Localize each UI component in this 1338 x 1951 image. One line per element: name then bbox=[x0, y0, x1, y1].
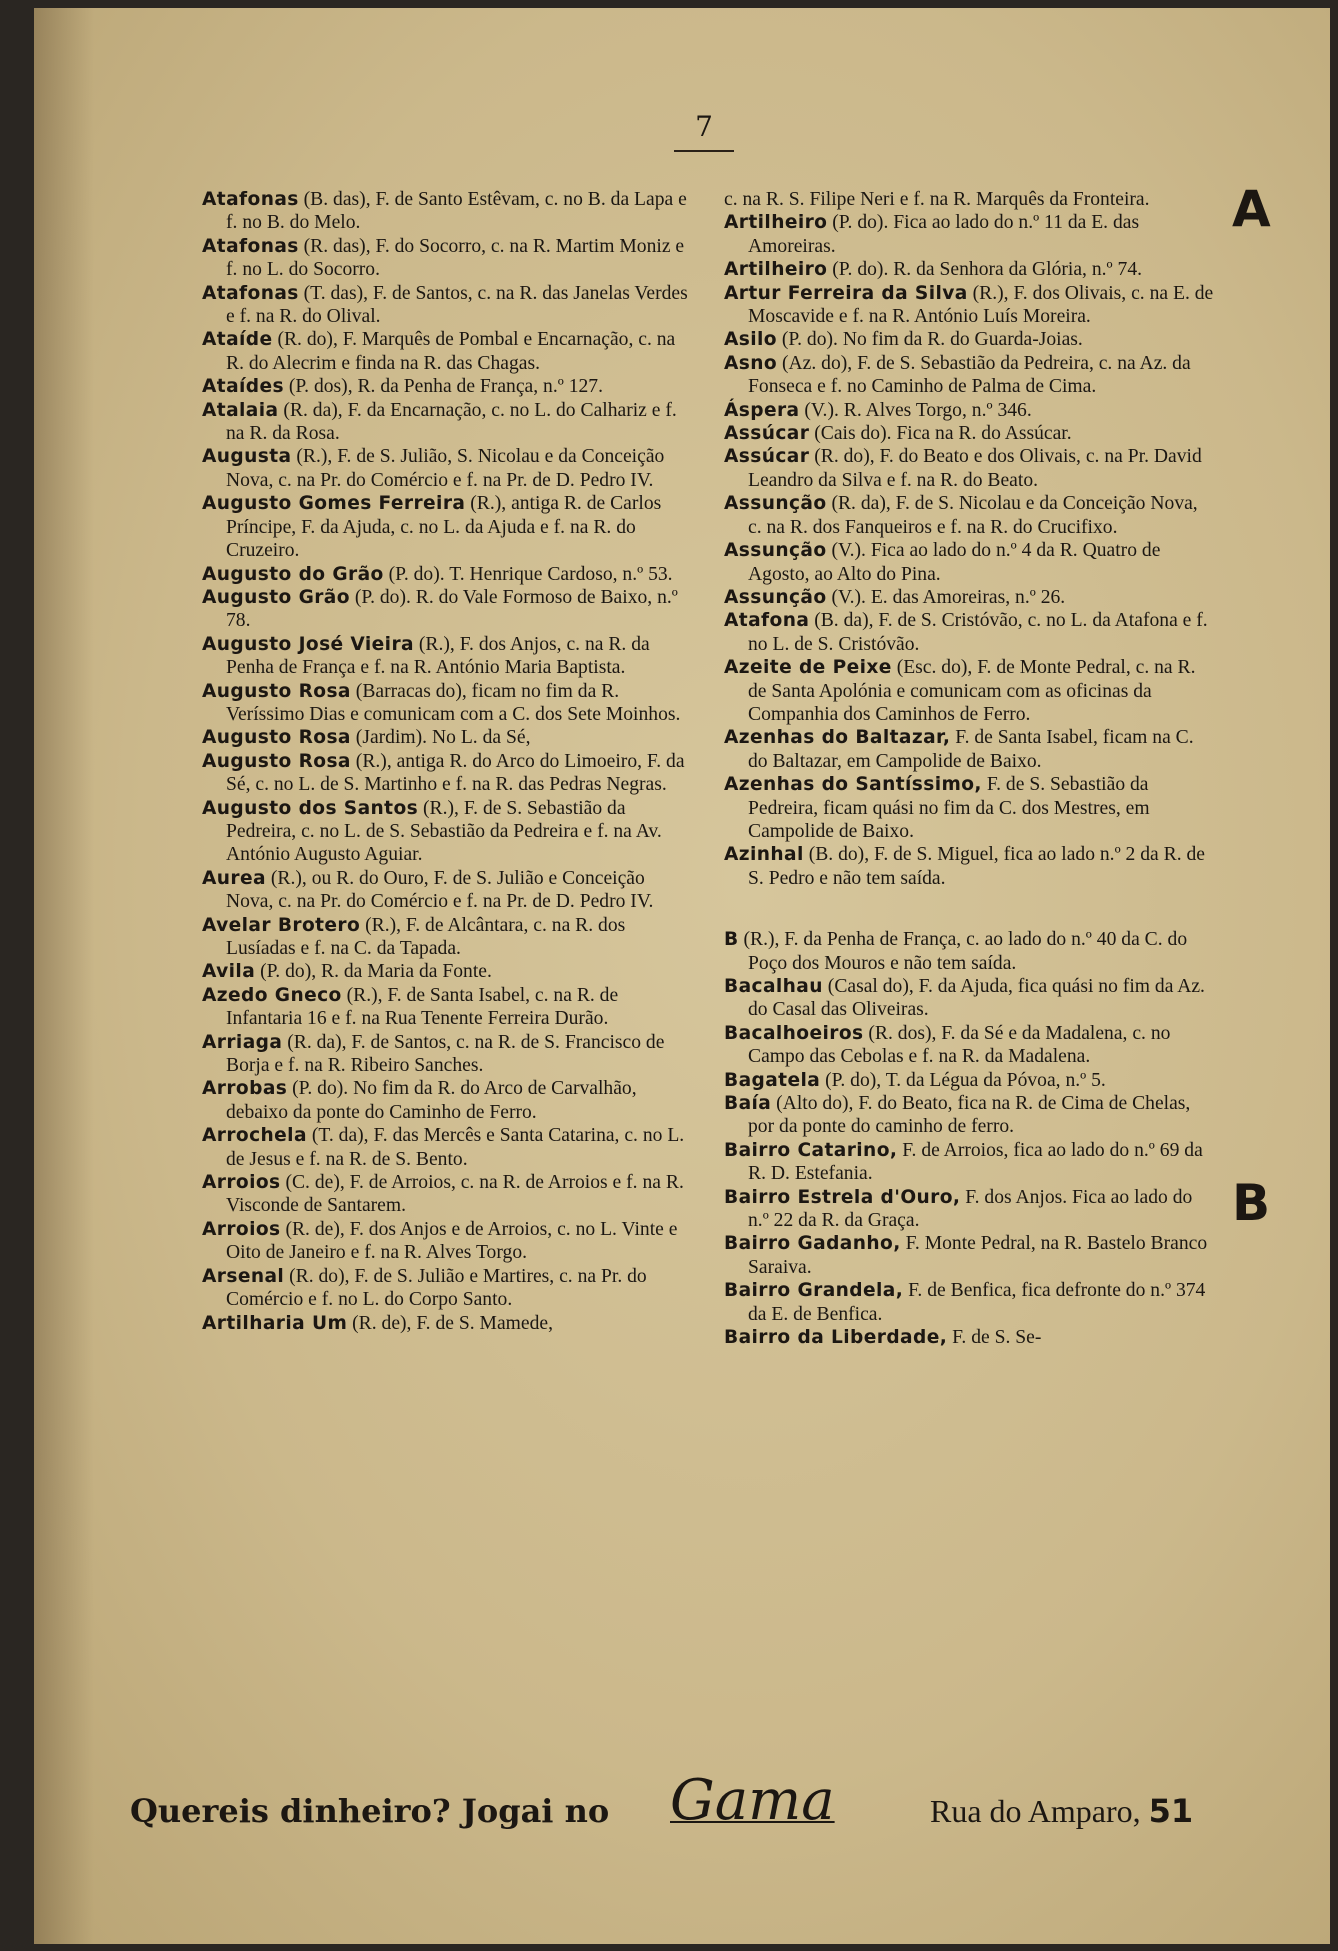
entry-term: Azenhas do Baltazar, bbox=[724, 727, 951, 749]
entry-description: (P. dos), R. da Penha de França, n.º 127. bbox=[288, 376, 603, 398]
directory-entry bbox=[724, 328, 1216, 351]
directory-entry bbox=[202, 375, 694, 398]
directory-entry bbox=[202, 492, 694, 562]
entry-description: F. de Santa Isabel, ficam na C. do Baltazar, em Campolide de Baixo. bbox=[748, 727, 1194, 772]
directory-entry bbox=[724, 609, 1216, 656]
entry-term: Avelar Brotero bbox=[202, 914, 361, 936]
entry-term: Artilheiro bbox=[724, 259, 828, 281]
entry-description: (Esc. do), F. de Monte Pedral, c. na R. de Santa Apolónia e comunicam com as oficinas da Companhia dos Caminhos de Ferro. bbox=[748, 657, 1196, 725]
directory-entry bbox=[202, 563, 694, 586]
entry-term: Arrobas bbox=[202, 1078, 288, 1100]
entry-description: (B. do), F. de S. Miguel, fica ao lado n.º 2 da R. de S. Pedro e não tem saída. bbox=[748, 844, 1206, 889]
entry-description: F. de Benfica, fica defronte do n.º 374 da E. de Benfica. bbox=[748, 1280, 1206, 1325]
footer-address-number: 51 bbox=[1148, 1792, 1194, 1830]
entry-term: Bacalhoeiros bbox=[724, 1022, 864, 1044]
entry-description: (T. das), F. de Santos, c. na R. das Janelas Verdes e f. na R. do Olival. bbox=[226, 282, 688, 328]
entry-description: (Barracas do), ficam no fim da R. Veríssimo Dias e comunicam com a C. dos Sete Moinhos. bbox=[226, 680, 681, 725]
directory-entry bbox=[202, 1218, 694, 1265]
directory-entry bbox=[202, 282, 694, 329]
directory-entry bbox=[724, 258, 1216, 281]
entry-description: (V.). E. das Amoreiras, n.º 26. bbox=[831, 586, 1066, 608]
directory-entry bbox=[724, 352, 1216, 399]
page-edge-shadow bbox=[34, 8, 94, 1944]
entry-term: Bagatela bbox=[724, 1069, 821, 1091]
directory-entry bbox=[202, 1124, 694, 1171]
entry-term: Assunção bbox=[724, 586, 827, 608]
directory-entry bbox=[202, 1265, 694, 1312]
entry-term: Avila bbox=[202, 961, 256, 983]
page-number: 7 bbox=[695, 110, 713, 143]
directory-entry bbox=[202, 188, 694, 235]
directory-entry bbox=[202, 960, 694, 983]
entry-description: (R. da), F. de Santos, c. na R. de S. Francisco de Borja e f. na R. Ribeiro Sanches. bbox=[226, 1031, 665, 1077]
entry-description: F. de S. Sebastião da Pedreira, ficam quási no fim da C. dos Mestres, em Campolide de Baixo. bbox=[748, 774, 1150, 842]
entry-term: Assúcar bbox=[724, 423, 810, 445]
directory-entry bbox=[202, 680, 694, 727]
entry-term: Atalaia bbox=[202, 399, 279, 421]
directory-entry bbox=[724, 445, 1216, 492]
entry-term: Asilo bbox=[724, 329, 777, 351]
directory-entry bbox=[724, 586, 1216, 609]
entry-description: (Az. do), F. de S. Sebastião da Pedreira, c. na Az. da Fonseca e f. no Caminho de Palma de Cima. bbox=[748, 352, 1191, 398]
directory-entry bbox=[724, 1092, 1216, 1139]
entry-description: (R. do), F. Marquês de Pombal e Encarnação, c. na R. do Alecrim e finda na R. das Chagas. bbox=[226, 329, 676, 374]
entry-description: (P. do). Fica ao lado do n.º 11 da E. das Amoreiras. bbox=[748, 212, 1140, 257]
entry-term: Augusta bbox=[202, 446, 292, 468]
entry-description: F. dos Anjos. Fica ao lado do n.º 22 da R. da Graça. bbox=[748, 1186, 1193, 1232]
entry-term: Atafonas bbox=[202, 235, 299, 257]
directory-entry bbox=[202, 1031, 694, 1078]
directory-entry bbox=[724, 539, 1216, 586]
entry-term: Augusto do Grão bbox=[202, 563, 384, 585]
directory-entry bbox=[724, 975, 1216, 1022]
entry-description: (P. do). No fim da R. do Arco de Carvalhão, debaixo da ponte do Caminho de Ferro. bbox=[226, 1078, 637, 1123]
entry-description: (R. do), F. de S. Julião e Martires, c. na Pr. do Comércio e f. no L. do Corpo Santo. bbox=[226, 1265, 647, 1311]
directory-entry bbox=[724, 1186, 1216, 1233]
entry-description: (T. da), F. das Mercês e Santa Catarina, c. no L. de Jesus e f. na R. de S. Bento. bbox=[226, 1125, 685, 1170]
entry-term: Azenhas do Santíssimo, bbox=[724, 774, 982, 796]
directory-entry bbox=[202, 328, 694, 375]
directory-entry bbox=[724, 1232, 1216, 1279]
entry-description: (R. de), F. de S. Mamede, bbox=[352, 1312, 553, 1334]
directory-entry bbox=[724, 399, 1216, 422]
entry-description: (P. do). R. da Senhora da Glória, n.º 74. bbox=[832, 259, 1143, 281]
entry-description: F. de S. Se- bbox=[952, 1327, 1042, 1349]
entry-term: Artilharia Um bbox=[202, 1312, 348, 1334]
entry-term: Augusto Grão bbox=[202, 586, 350, 608]
directory-entry bbox=[724, 1139, 1216, 1186]
entry-term: Bacalhau bbox=[724, 976, 823, 997]
entry-term: Augusto dos Santos bbox=[202, 797, 419, 819]
entry-description: (R.), F. de S. Sebastião da Pedreira, c. no L. de S. Sebastião da Pedreira e f. na Av. António Augusto Aguiar. bbox=[226, 797, 662, 866]
footer-logo: Gama bbox=[670, 1768, 835, 1833]
entry-description: (R.), ou R. do Ouro, F. de S. Julião e Conceição Nova, c. na Pr. do Comércio e f. na Pr. de D. Pedro IV. bbox=[226, 867, 654, 913]
document-page bbox=[34, 8, 1330, 1944]
entry-term: Baía bbox=[724, 1093, 772, 1115]
entry-term: Azinhal bbox=[724, 844, 804, 866]
entry-description: (R. das), F. do Socorro, c. na R. Martim Moniz e f. no L. do Socorro. bbox=[226, 235, 685, 281]
entry-description: (P. do), T. da Légua da Póvoa, n.º 5. bbox=[825, 1069, 1106, 1091]
directory-entry bbox=[202, 726, 694, 749]
directory-entry bbox=[724, 726, 1216, 773]
entry-term: Asno bbox=[724, 352, 778, 374]
directory-entry bbox=[724, 656, 1216, 726]
directory-entry bbox=[202, 914, 694, 961]
entry-term: Ataíde bbox=[202, 329, 273, 351]
footer-address-street: Rua do Amparo, bbox=[930, 1793, 1141, 1829]
directory-entry bbox=[202, 399, 694, 446]
entry-description: (R. de), F. dos Anjos e de Arroios, c. no L. Vinte e Oito de Janeiro e f. na R. Alves Torgo. bbox=[226, 1218, 678, 1264]
footer-advertisement bbox=[130, 1768, 1250, 1842]
directory-entry bbox=[202, 1077, 694, 1124]
directory-entry bbox=[202, 445, 694, 492]
footer-slogan: Quereis dinheiro? Jogai no bbox=[130, 1792, 610, 1830]
right-column bbox=[724, 188, 1216, 1350]
entry-description: (Alto do), F. do Beato, fica na R. de Cima de Chelas, por da ponte do caminho de ferro. bbox=[748, 1093, 1191, 1138]
entry-description: (R.), F. dos Olivais, c. na E. de Moscavide e f. na R. António Luís Moreira. bbox=[748, 282, 1214, 328]
entry-description: (Casal do), F. da Ajuda, fica quási no fim da Az. do Casal das Oliveiras. bbox=[748, 976, 1205, 1021]
entry-description: (R. dos), F. da Sé e da Madalena, c. no Campo das Cebolas e f. na R. da Madalena. bbox=[748, 1022, 1171, 1068]
directory-entry bbox=[202, 586, 694, 633]
footer-address bbox=[930, 1792, 1193, 1830]
entry-description: (R. do), F. do Beato e dos Olivais, c. na Pr. David Leandro da Silva e f. na R. do Beato. bbox=[748, 446, 1202, 491]
entry-term: Bairro Gadanho, bbox=[724, 1233, 901, 1255]
entry-term: Bairro Catarino, bbox=[724, 1139, 898, 1161]
entry-term: Ataídes bbox=[202, 376, 284, 398]
directory-entry bbox=[724, 1279, 1216, 1326]
entry-description: (C. de), F. de Arroios, c. na R. de Arroios e f. na R. Visconde de Santarem. bbox=[226, 1172, 684, 1217]
entry-term: Aurea bbox=[202, 867, 266, 889]
entry-term: Atafona bbox=[724, 610, 810, 632]
entry-term: Arroios bbox=[202, 1218, 281, 1240]
entry-term: Bairro Estrela d'Ouro, bbox=[724, 1186, 961, 1208]
entry-description: (P. do). T. Henrique Cardoso, n.º 53. bbox=[388, 563, 673, 585]
section-letter-b: B bbox=[1232, 1174, 1271, 1232]
directory-entry bbox=[202, 235, 694, 282]
directory-entry bbox=[202, 1171, 694, 1218]
directory-entry bbox=[202, 867, 694, 914]
entry-description: (R.), F. dos Anjos, c. na R. da Penha de França e f. na R. António Maria Baptista. bbox=[226, 633, 650, 679]
entry-term: Atafonas bbox=[202, 282, 299, 304]
entry-term: Assunção bbox=[724, 493, 827, 515]
entry-description: (P. do). No fim da R. do Guarda-Joias. bbox=[781, 329, 1083, 351]
entry-term: Augusto José Vieira bbox=[202, 633, 414, 655]
directory-entry bbox=[724, 928, 1216, 975]
entry-description: (Jardim). No L. da Sé, bbox=[355, 727, 531, 749]
directory-entry bbox=[202, 984, 694, 1031]
entry-term: Augusto Gomes Ferreira bbox=[202, 493, 466, 515]
entry-term: Artur Ferreira da Silva bbox=[724, 282, 968, 304]
directory-entry bbox=[724, 422, 1216, 445]
directory-entry bbox=[724, 1022, 1216, 1069]
directory-entry bbox=[202, 750, 694, 797]
entry-term: Bairro da Liberdade, bbox=[724, 1327, 948, 1349]
entry-description: (P. do), R. da Maria da Fonte. bbox=[260, 961, 492, 983]
entry-term: Assúcar bbox=[724, 446, 810, 468]
entry-description: (R. da), F. da Encarnação, c. no L. do Calhariz e f. na R. da Rosa. bbox=[226, 399, 677, 445]
entry-term: Augusto Rosa bbox=[202, 750, 351, 772]
directory-entry bbox=[724, 188, 1216, 211]
entry-term: Arroios bbox=[202, 1172, 281, 1194]
entry-description: F. de Arroios, fica ao lado do n.º 69 da R. D. Estefania. bbox=[748, 1139, 1203, 1185]
entry-term: Arsenal bbox=[202, 1265, 285, 1287]
entry-description: (V.). Fica ao lado do n.º 4 da R. Quatro de Agosto, ao Alto do Pina. bbox=[748, 540, 1161, 585]
directory-entry bbox=[724, 1326, 1216, 1349]
entry-term: Áspera bbox=[724, 399, 800, 421]
entry-description: (Cais do). Fica na R. do Assúcar. bbox=[814, 423, 1072, 445]
entry-term: Arriaga bbox=[202, 1031, 283, 1053]
section-letter-a: A bbox=[1232, 180, 1271, 238]
entry-term: Atafonas bbox=[202, 189, 299, 210]
entry-description: (R.), antiga R. de Carlos Príncipe, F. da Ajuda, c. no L. da Ajuda e f. na R. do Cruzeiro. bbox=[226, 493, 662, 562]
directory-entry bbox=[724, 773, 1216, 843]
left-column bbox=[202, 188, 694, 1335]
entry-description: (B. da), F. de S. Cristóvão, c. no L. da Atafona e f. no L. de S. Cristóvão. bbox=[748, 610, 1208, 655]
page-number-rule bbox=[674, 150, 734, 152]
entry-term: Augusto Rosa bbox=[202, 680, 351, 702]
entry-description: (P. do). R. do Vale Formoso de Baixo, n.º 78. bbox=[226, 586, 678, 632]
entry-description: (R. da), F. de S. Nicolau e da Conceição Nova, c. na R. dos Fanqueiros e f. na R. do Crucifixo. bbox=[748, 493, 1198, 538]
directory-entry bbox=[724, 282, 1216, 329]
entry-term: Augusto Rosa bbox=[202, 727, 351, 749]
directory-entry bbox=[202, 797, 694, 867]
directory-entry bbox=[724, 1069, 1216, 1092]
directory-entry bbox=[724, 492, 1216, 539]
entry-term: Assunção bbox=[724, 540, 827, 562]
directory-entry bbox=[202, 633, 694, 680]
entry-term: Azeite de Peixe bbox=[724, 657, 892, 679]
directory-entry bbox=[724, 843, 1216, 890]
entry-term: Bairro Grandela, bbox=[724, 1280, 904, 1302]
entry-description: (R.), F. da Penha de França, c. ao lado do n.º 40 da C. do Poço dos Mouros e não tem saída. bbox=[743, 929, 1188, 974]
entry-description: (R.), F. de Alcântara, c. na R. dos Lusíadas e f. na C. da Tapada. bbox=[226, 914, 626, 959]
directory-entry bbox=[724, 211, 1216, 258]
entry-description: (B. das), F. de Santo Estêvam, c. no B. da Lapa e f. no B. do Melo. bbox=[226, 189, 687, 234]
entry-term: Azedo Gneco bbox=[202, 984, 342, 1006]
entry-term: Arrochela bbox=[202, 1125, 307, 1147]
entry-description: c. na R. S. Filipe Neri e f. na R. Marquês da Fronteira. bbox=[724, 189, 1150, 210]
entry-description: (R.), F. de S. Julião, S. Nicolau e da Conceição Nova, c. na Pr. do Comércio e f. na Pr. de D. Pedro IV. bbox=[226, 446, 665, 491]
directory-entry bbox=[202, 1312, 694, 1335]
entry-term: Artilheiro bbox=[724, 212, 828, 234]
entry-description: (V.). R. Alves Torgo, n.º 346. bbox=[804, 399, 1032, 421]
entry-term: B bbox=[724, 929, 739, 951]
entry-description: F. Monte Pedral, na R. Bastelo Branco Saraiva. bbox=[748, 1233, 1208, 1278]
entry-description: (R.), F. de Santa Isabel, c. na R. de Infantaria 16 e f. na Rua Tenente Ferreira Durão. bbox=[226, 984, 619, 1030]
entry-description: (R.), antiga R. do Arco do Limoeiro, F. da Sé, c. no L. de S. Martinho e f. na R. das Pedras Negras. bbox=[226, 750, 685, 796]
